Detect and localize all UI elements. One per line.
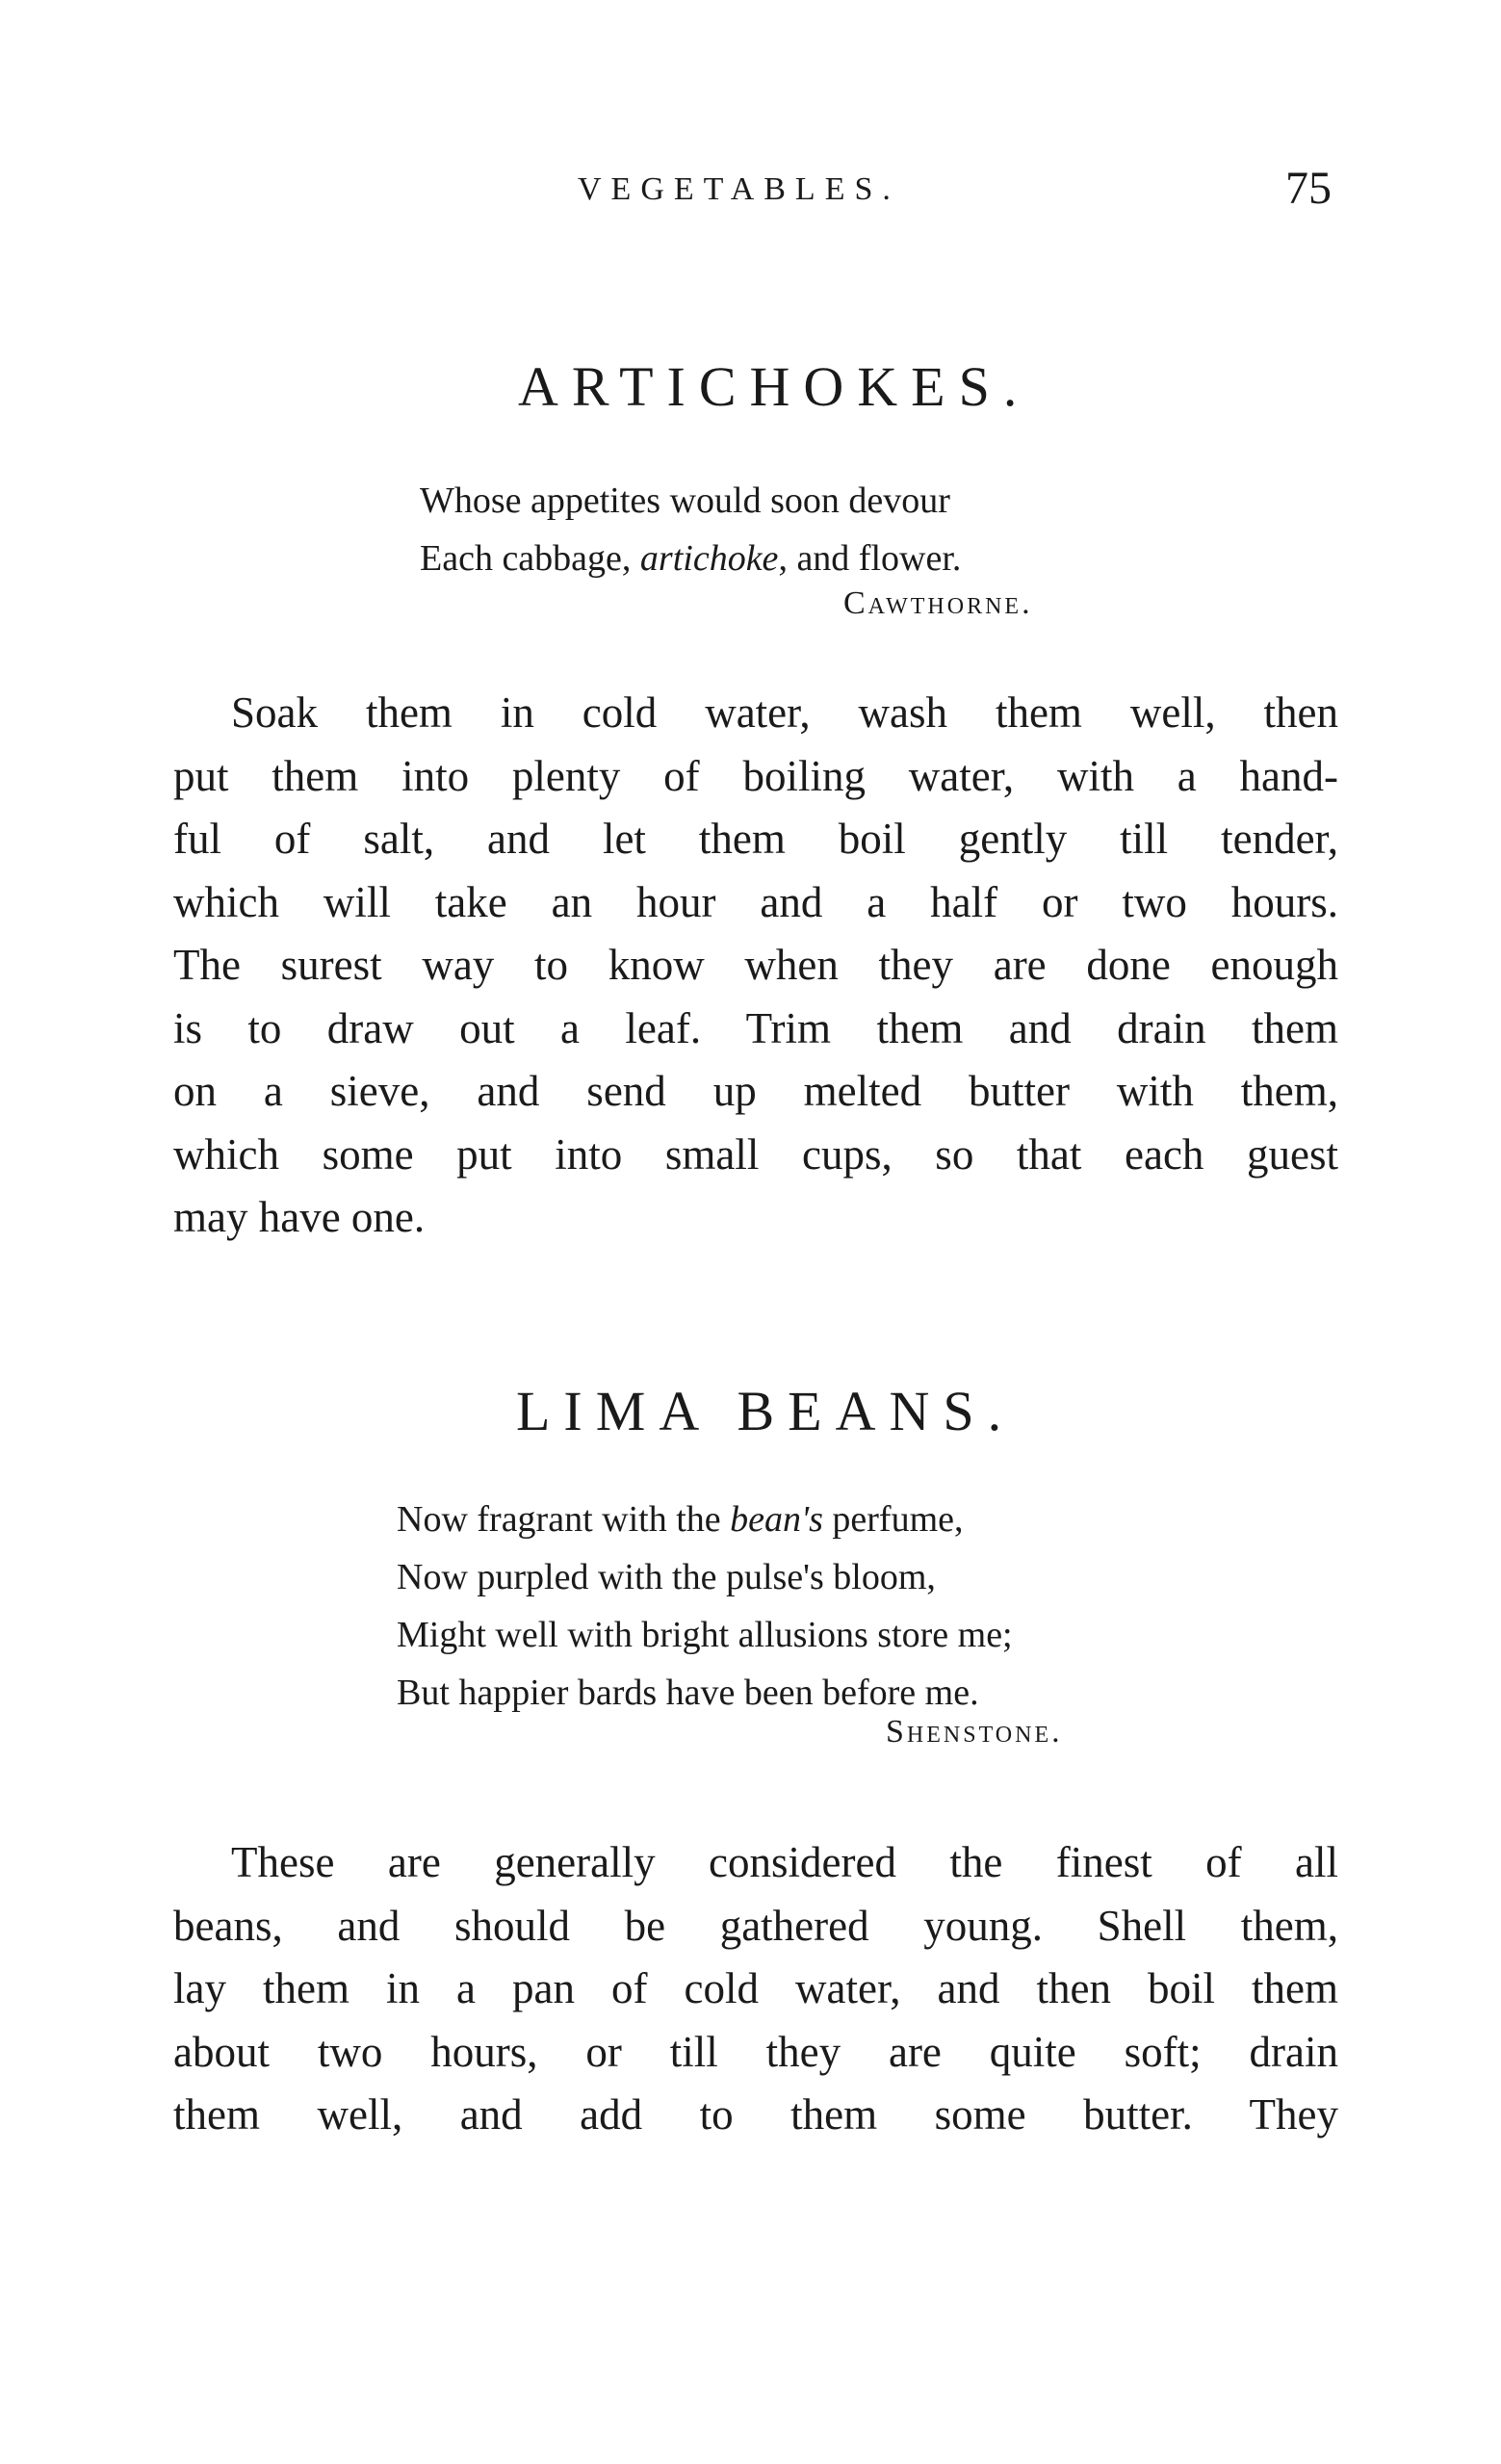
epigraph-line: Now purpled with the pulse's bloom,	[397, 1557, 936, 1597]
paragraph-line: about two hours, or till they are quite soft; drain	[173, 2027, 1338, 2076]
page-number: 75	[1285, 163, 1332, 214]
running-head: VEGETABLES.	[578, 171, 900, 207]
epigraph-attribution: Cawthorne.	[843, 585, 1033, 621]
paragraph-artichokes	[173, 682, 1338, 1250]
epigraph-line: But happier bards have been before me.	[397, 1673, 979, 1713]
section-title-lima-beans: LIMA BEANS.	[516, 1380, 1016, 1442]
paragraph-line: put them into plenty of boiling water, with a hand-	[173, 751, 1338, 800]
paragraph-line: The surest way to know when they are done enough	[173, 941, 1338, 989]
epigraph-italic-word: artichoke	[639, 538, 779, 579]
epigraph-line	[397, 1491, 1013, 1548]
paragraph-line: which will take an hour and a half or two hours.	[173, 877, 1338, 926]
epigraph-line-part: perfume,	[822, 1499, 964, 1540]
paragraph-line: ful of salt, and let them boil gently till tender,	[173, 815, 1338, 863]
epigraph-line-part: Each cabbage,	[420, 538, 640, 579]
paragraph-line: Soak them in cold water, wash them well, then	[231, 688, 1338, 737]
paragraph-line: them well, and add to them some butter. They	[173, 2090, 1338, 2139]
epigraph-line: Whose appetites would soon devour	[420, 480, 950, 521]
epigraph-line-part: , and flower.	[778, 538, 962, 579]
epigraph-artichokes	[420, 472, 961, 587]
epigraph-line-part: Now fragrant with the	[397, 1499, 731, 1540]
paragraph-line: beans, and should be gathered young. Shell them,	[173, 1901, 1338, 1950]
paragraph-line: may have one.	[173, 1193, 426, 1241]
paragraph-line: is to draw out a leaf. Trim them and drain them	[173, 1003, 1338, 1052]
paragraph-line: which some put into small cups, so that each guest	[173, 1129, 1338, 1179]
epigraph-italic-word: bean's	[730, 1499, 823, 1540]
paragraph-line: on a sieve, and send up melted butter with them,	[173, 1067, 1338, 1115]
paragraph-lima-beans	[173, 1831, 1338, 2147]
epigraph-lima-beans	[397, 1491, 1013, 1722]
section-title-artichokes: ARTICHOKES.	[518, 355, 1031, 418]
epigraph-attribution: Shenstone.	[886, 1714, 1063, 1750]
epigraph-line	[420, 530, 961, 587]
paragraph-line: These are generally considered the finest of all	[231, 1838, 1338, 1886]
paragraph-line: lay them in a pan of cold water, and then boil them	[173, 1964, 1338, 2012]
epigraph-line: Might well with bright allusions store me;	[397, 1615, 1013, 1655]
